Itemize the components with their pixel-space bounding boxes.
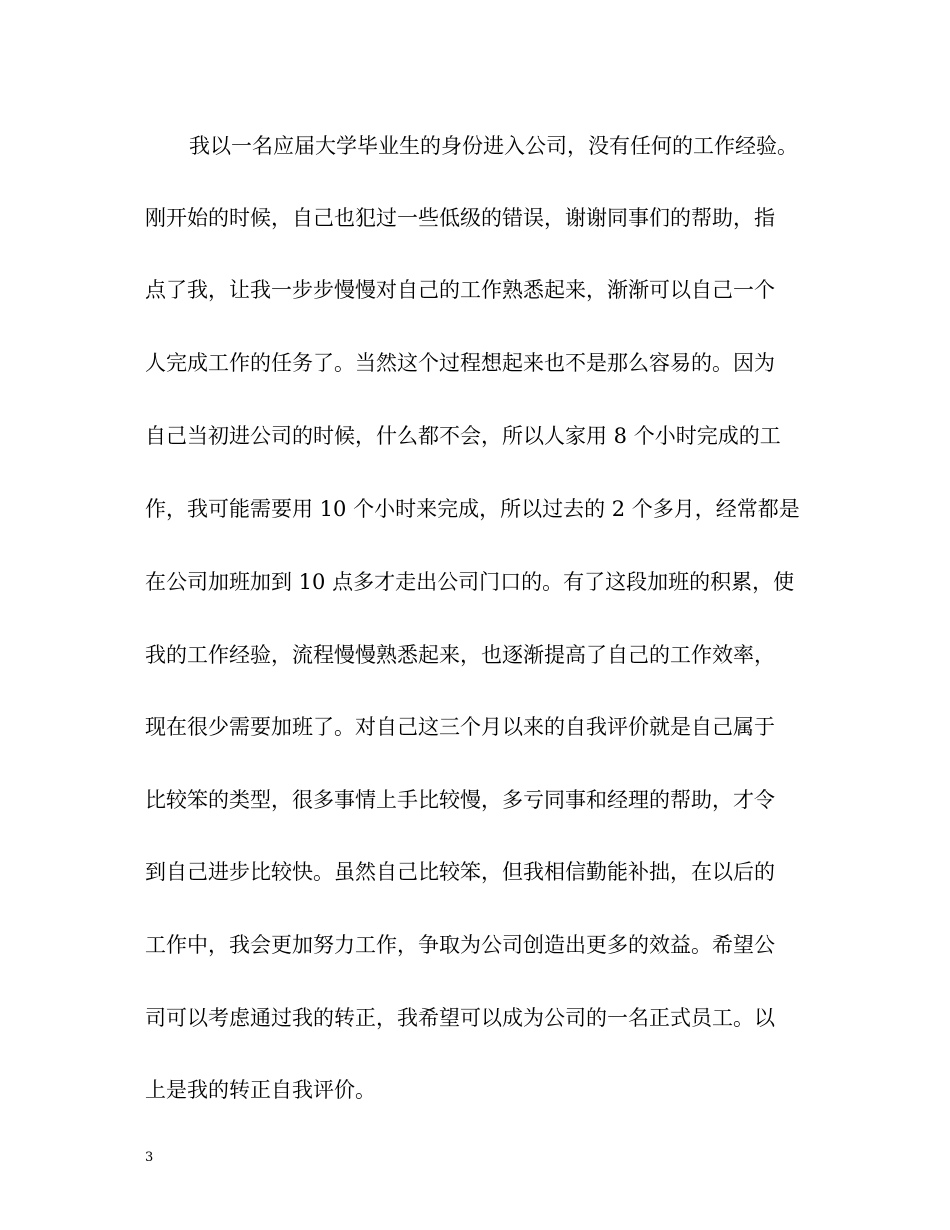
paragraph-line: 工作中，我会更加努力工作，争取为公司创造出更多的效益。希望公	[145, 933, 775, 957]
paragraph-line: 点了我，让我一步步慢慢对自己的工作熟悉起来，渐渐可以自己一个	[145, 278, 775, 302]
paragraph-line: 自己当初进公司的时候，什么都不会，所以人家用 8 个小时完成的工	[145, 424, 781, 448]
paragraph-line: 我的工作经验，流程慢慢熟悉起来，也逐渐提高了自己的工作效率，	[145, 643, 775, 667]
paragraph-line: 上是我的转正自我评价。	[145, 1078, 376, 1102]
paragraph-line: 比较笨的类型，很多事情上手比较慢，多亏同事和经理的帮助，才令	[145, 788, 775, 812]
paragraph-line: 我以一名应届大学毕业生的身份进入公司，没有任何的工作经验。	[189, 134, 798, 158]
page-number: 3	[145, 1150, 154, 1165]
paragraph-line: 刚开始的时候，自己也犯过一些低级的错误，谢谢同事们的帮助，指	[145, 206, 775, 230]
paragraph-line: 人完成工作的任务了。当然这个过程想起来也不是那么容易的。因为	[145, 351, 775, 375]
paragraph-line: 到自己进步比较快。虽然自己比较笨，但我相信勤能补拙，在以后的	[145, 860, 775, 884]
paragraph-line: 在公司加班加到 10 点多才走出公司门口的。有了这段加班的积累，使	[145, 570, 795, 594]
paragraph-line: 现在很少需要加班了。对自己这三个月以来的自我评价就是自己属于	[145, 715, 775, 739]
paragraph-line: 作，我可能需要用 10 个小时来完成，所以过去的 2 个多月，经常都是	[145, 497, 800, 521]
paragraph-line: 司可以考虑通过我的转正，我希望可以成为公司的一名正式员工。以	[145, 1006, 775, 1030]
